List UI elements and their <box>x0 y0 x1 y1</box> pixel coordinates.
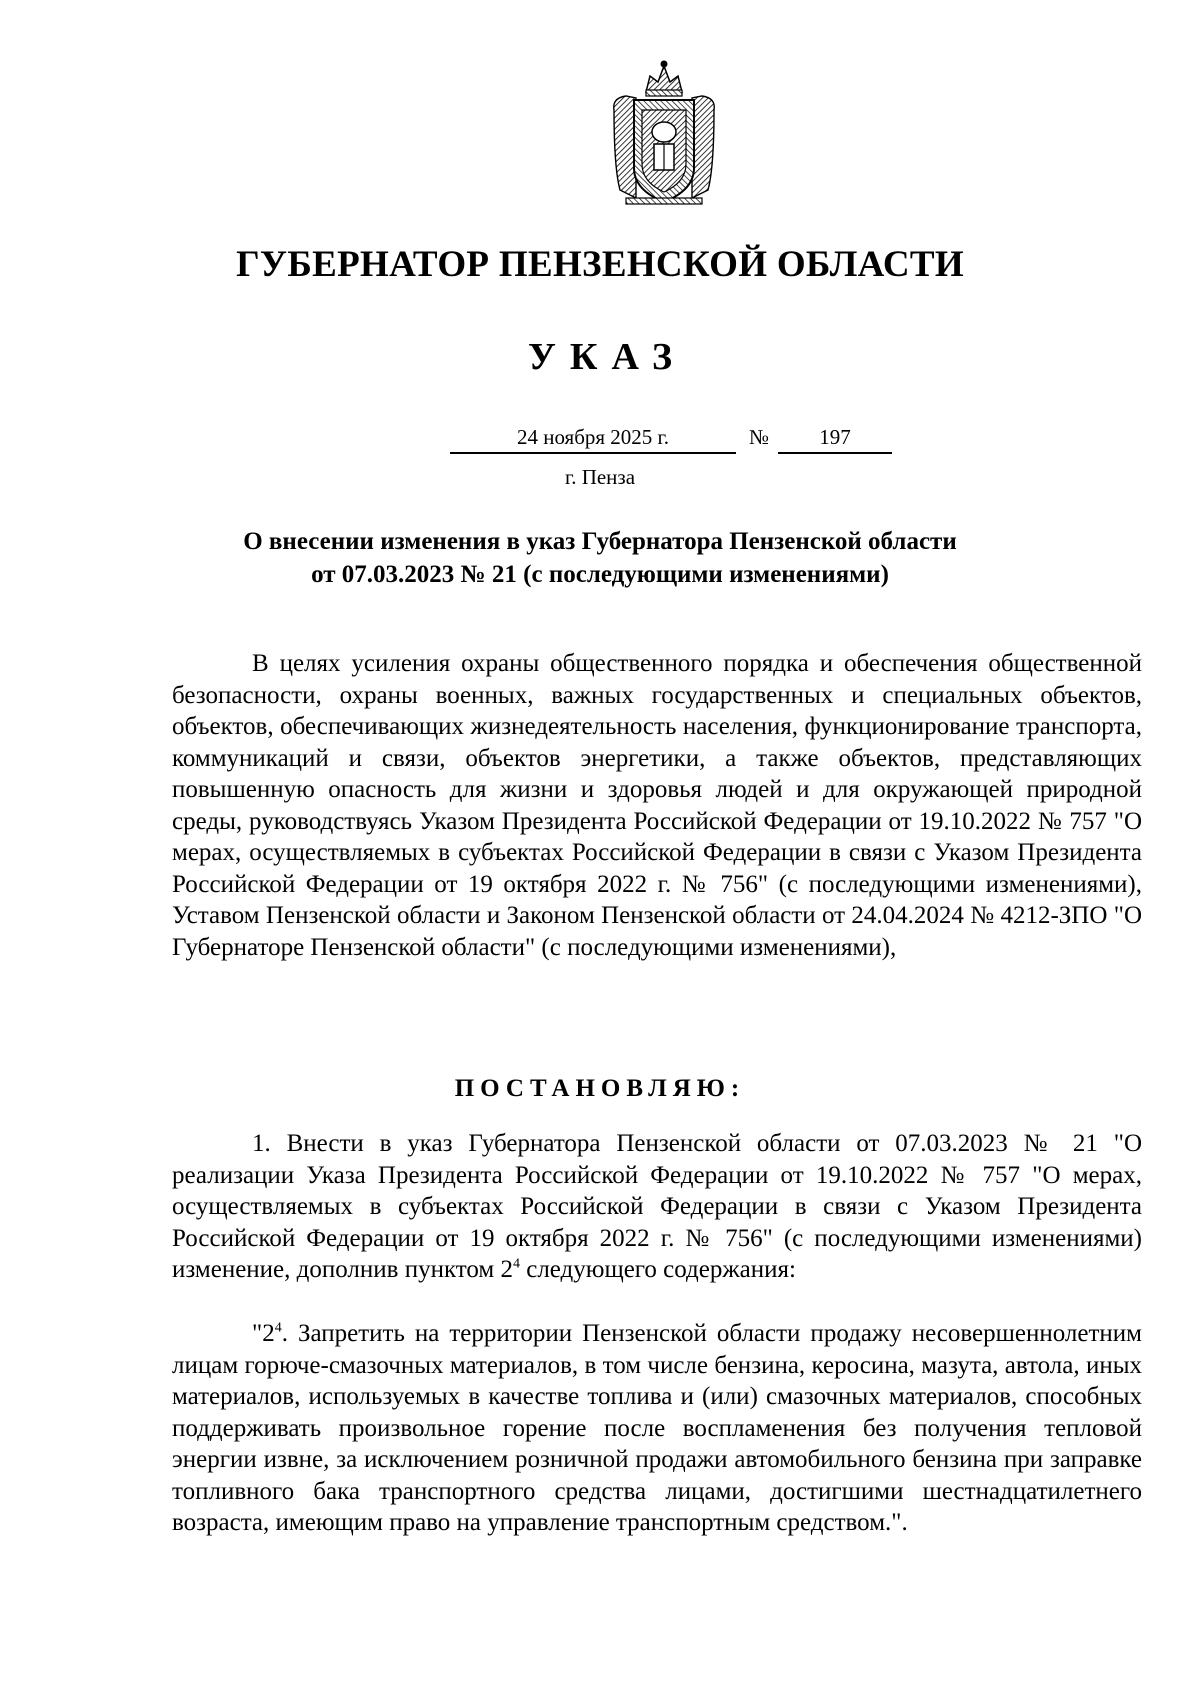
decree-word: ПОСТАНОВЛЯЮ: <box>454 1075 746 1102</box>
document-date: 24 ноября 2025 г. <box>450 424 736 454</box>
quoted-clause-text <box>172 1318 1142 1539</box>
item-1-tail: следующего содержания: <box>519 1256 796 1283</box>
coat-of-arms-icon <box>606 58 722 208</box>
item-1-sup: 4 <box>512 1256 520 1272</box>
quote-sup: 4 <box>274 1320 282 1336</box>
number-sign: № <box>748 425 770 449</box>
subject-line-2: от 07.03.2023 № 21 (с последующими изменениями) <box>311 561 889 588</box>
organization-title: ГУБЕРНАТОР ПЕНЗЕНСКОЙ ОБЛАСТИ <box>236 244 964 285</box>
subject-line-1: О внесении изменения в указ Губернатора Пензенской области <box>243 528 957 555</box>
item-1-paragraph <box>172 1128 1142 1286</box>
quote-body: . Запретить на территории Пензенской области продажу несовершеннолетним лицам горюче-смазочных материалов, в том числе бензина, керосина, мазута, автола, иных материалов, используемых в качестве топлива и (или) смазочных материалов, способных поддерживать произвольное горение после воспламенения без получения тепловой энергии извне, за исключением розничной продажи автомобильного бензина при заправке топливного бака транспортного средства лицами, достигшими шестнадцатилетнего возраста, имеющим право на управление транспортным средством.". <box>172 1320 1142 1536</box>
city: г. Пенза <box>564 465 636 489</box>
document-type: УКАЗ <box>528 336 686 378</box>
quote-lead: "2 <box>252 1320 275 1347</box>
document-number: 197 <box>778 424 892 454</box>
quoted-clause-paragraph <box>172 1318 1142 1539</box>
intro-text: В целях усиления охраны общественного порядка и обеспечения общественной безопасности, охраны военных, важных государственных и специальных объектов, объектов, обеспечивающих жизнедеятельность населения, функционирование транспорта, коммуникаций и связи, объектов энергетики, а также объектов, представляющих повышенную опасность для жизни и здоровья людей и для окружающей природной среды, руководствуясь Указом Президента Российской Федерации от 19.10.2022 № 757 "О мерах, осуществляемых в субъектах Российской Федерации в связи с Указом Президента Российской Федерации от 19 октября 2022 г. № 756" (с последующими изменениями), Уставом Пензенской области и Законом Пензенской области от 24.04.2024 № 4212-ЗПО "О Губернаторе Пензенской области" (с последующими изменениями), <box>172 650 1142 961</box>
document-subject <box>0 525 1200 591</box>
item-1-text <box>172 1128 1142 1286</box>
item-1-main: 1. Внести в указ Губернатора Пензенской области от 07.03.2023 № 21 "О реализации Указа Президента Российской Федерации от 19.10.2022 № 757 "О мерах, осуществляемых в субъектах Российской Федерации в связи с Указом Президента Российской Федерации от 19 октября 2022 г. № 756" (с последующими изменениями) изменение, дополнив пунктом 2 <box>172 1130 1142 1283</box>
intro-paragraph <box>172 648 1142 963</box>
